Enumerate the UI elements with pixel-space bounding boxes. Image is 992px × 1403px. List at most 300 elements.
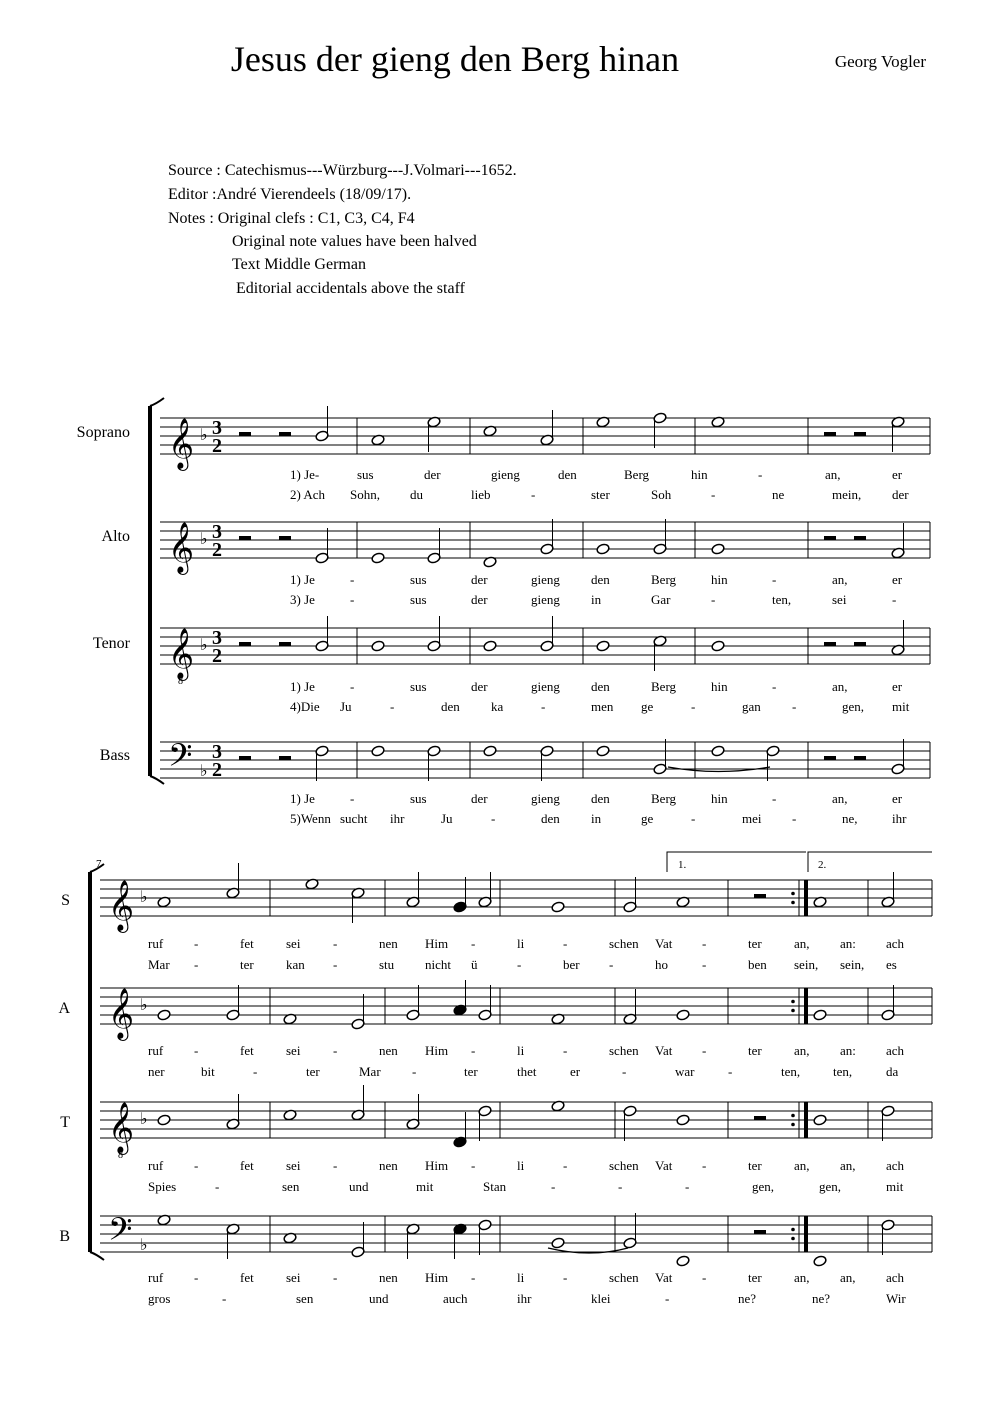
lyric-verse-a-syllable: an: [840, 936, 856, 951]
lyric-verse-b-syllable: - [517, 957, 522, 972]
t-staff-repeat-dot [791, 1114, 795, 1118]
note-head [891, 763, 905, 775]
lyric-verse-a-syllable: li [517, 936, 525, 951]
composer: Georg Vogler [834, 52, 926, 71]
lyric-verse-a-syllable: - [563, 1043, 568, 1058]
volta-1-bracket [667, 852, 806, 872]
note-head [453, 901, 467, 913]
half-rest [279, 536, 291, 540]
note-head [551, 1237, 565, 1249]
note-head [371, 640, 385, 652]
bass-clef-icon: 𝄢 [168, 737, 193, 781]
time-signature-digit: 2 [212, 435, 222, 457]
lyric-verse-a-syllable: an: [840, 1043, 856, 1058]
lyric-verse-b-syllable: und [369, 1291, 389, 1306]
lyric-verse-a-syllable: der [471, 572, 488, 587]
lyric-verse-a-syllable: - [702, 1270, 707, 1285]
note-head [540, 543, 554, 555]
note-head [315, 552, 329, 564]
lyric-verse-a-syllable: ruf [148, 936, 164, 951]
lyric-verse-a-syllable: den [591, 679, 610, 694]
note-head [157, 1009, 171, 1021]
lyric-verse-b-syllable: - [531, 487, 536, 502]
lyric-verse-a-syllable: den [591, 791, 610, 806]
treble-clef-icon: 𝄞 [168, 522, 195, 573]
lyric-verse-b-syllable: Soh [651, 487, 672, 502]
lyric-verse-b-syllable: der [471, 592, 488, 607]
time-signature-digit: 2 [212, 759, 222, 781]
octave-eight-mark: 8 [118, 1150, 123, 1161]
lyric-verse-a-syllable: an, [840, 1158, 856, 1173]
voice-label-a: A [58, 1000, 70, 1017]
lyric-verse-b-syllable: - [618, 1179, 623, 1194]
time-signature-digit: 2 [212, 539, 222, 561]
lyric-verse-b-syllable: du [410, 487, 423, 502]
lyric-verse-b-syllable: ne [772, 487, 785, 502]
page-title: Jesus der gieng den Berg hinan [230, 39, 680, 79]
treble-clef-icon: 𝄞 [168, 418, 195, 469]
lyric-verse-b-syllable: mein, [832, 487, 862, 502]
lyric-verse-a-syllable: - [563, 1158, 568, 1173]
flat-key-icon: ♭ [140, 1109, 148, 1128]
lyric-verse-a-syllable: der [471, 679, 488, 694]
note-head [881, 1105, 895, 1117]
note-head [226, 1009, 240, 1021]
lyric-verse-a-syllable: sus [410, 791, 427, 806]
lyric-verse-a-syllable: 1) Je- [290, 467, 320, 482]
half-rest [279, 642, 291, 646]
note-head [427, 640, 441, 652]
lyric-verse-a-syllable: schen [609, 936, 639, 951]
lyric-verse-a-syllable: 1) Je [290, 791, 315, 806]
lyric-verse-a-syllable: - [350, 572, 355, 587]
voice-label-t: T [60, 1114, 70, 1131]
lyric-verse-a-syllable: - [772, 679, 777, 694]
time-signature-digit: 3 [212, 521, 222, 543]
b-staff-repeat-dot [791, 1228, 795, 1232]
note-head [315, 430, 329, 442]
note-head [676, 1255, 690, 1267]
lyric-verse-b-syllable: gros [148, 1291, 171, 1306]
lyric-verse-a-syllable: den [558, 467, 577, 482]
lyric-verse-b-syllable: ka [491, 699, 504, 714]
bracket-hook [150, 776, 164, 784]
voice-label-alto: Alto [101, 528, 130, 545]
lyric-verse-b-syllable: - [792, 811, 797, 826]
note-head [881, 1009, 895, 1021]
lyric-verse-a-syllable: er [892, 791, 903, 806]
lyric-verse-b-syllable: - [551, 1179, 556, 1194]
half-rest [239, 756, 251, 760]
lyric-verse-b-syllable: - [491, 811, 496, 826]
lyric-verse-a-syllable: ter [748, 1043, 762, 1058]
lyric-verse-b-syllable: in [591, 811, 602, 826]
lyric-verse-a-syllable: sei [286, 1158, 301, 1173]
time-signature-digit: 3 [212, 741, 222, 763]
lyric-verse-b-syllable: sucht [340, 811, 368, 826]
lyric-verse-b-syllable: sen [296, 1291, 314, 1306]
lyric-verse-a-syllable: - [702, 936, 707, 951]
lyric-verse-a-syllable: - [563, 1270, 568, 1285]
lyric-verse-b-syllable: Gar [651, 592, 671, 607]
lyric-verse-a-syllable: sus [357, 467, 374, 482]
notes-line: Notes : Original clefs : C1, C3, C4, F4 [168, 210, 415, 227]
time-signature-digit: 2 [212, 645, 222, 667]
lyric-verse-a-syllable: - [471, 1158, 476, 1173]
lyric-verse-a-syllable: ruf [148, 1270, 164, 1285]
lyric-verse-a-syllable: - [350, 679, 355, 694]
lyric-verse-a-syllable: sei [286, 1270, 301, 1285]
lyric-verse-a-syllable: sei [286, 936, 301, 951]
lyric-verse-b-syllable: ge [641, 699, 654, 714]
lyric-verse-b-syllable: - [412, 1064, 417, 1079]
note-values-line: Original note values have been halved [232, 233, 477, 250]
note-head [623, 1237, 637, 1249]
half-rest [854, 642, 866, 646]
note-head [623, 901, 637, 913]
lyric-verse-a-syllable: an, [794, 936, 810, 951]
bass-clef-icon: 𝄢 [108, 1211, 133, 1255]
lyric-verse-b-syllable: sen [282, 1179, 300, 1194]
a-staff-repeat-dot [791, 1000, 795, 1004]
lyric-verse-a-syllable: an, [825, 467, 841, 482]
treble-clef-icon: 𝄞 [168, 628, 195, 679]
lyric-verse-b-syllable: gen, [819, 1179, 842, 1194]
note-head [711, 543, 725, 555]
lyric-verse-b-syllable: der [892, 487, 909, 502]
lyric-verse-a-syllable: gieng [531, 572, 560, 587]
lyric-verse-a-syllable: an, [794, 1158, 810, 1173]
half-rest [824, 756, 836, 760]
lyric-verse-b-syllable: sei [832, 592, 847, 607]
t-staff-repeat-dot [791, 1123, 795, 1127]
lyric-verse-b-syllable: nicht [425, 957, 451, 972]
lyric-verse-b-syllable: ne, [842, 811, 858, 826]
lyric-verse-b-syllable: Mar [148, 957, 170, 972]
lyric-verse-a-syllable: sus [410, 679, 427, 694]
note-head [596, 640, 610, 652]
lyric-verse-b-syllable: ihr [892, 811, 907, 826]
s-staff-repeat-dot [791, 892, 795, 896]
measure-number: 7 [96, 858, 102, 870]
lyric-verse-b-syllable: - [350, 592, 355, 607]
lyric-verse-b-syllable: den [441, 699, 460, 714]
lyric-verse-a-syllable: gieng [491, 467, 520, 482]
half-rest [279, 756, 291, 760]
note-head [813, 1114, 827, 1126]
lyric-verse-a-syllable: ter [748, 936, 762, 951]
lyric-verse-a-syllable: er [892, 572, 903, 587]
lyric-verse-b-syllable: ten, [772, 592, 792, 607]
lyric-verse-a-syllable: ach [886, 936, 905, 951]
note-head [371, 552, 385, 564]
half-rest [754, 1116, 766, 1120]
lyric-verse-a-syllable: Vat [655, 936, 673, 951]
lyric-verse-a-syllable: nen [379, 1270, 398, 1285]
note-head [351, 1246, 365, 1258]
lyric-verse-a-syllable: schen [609, 1158, 639, 1173]
lyric-verse-b-syllable: er [570, 1064, 581, 1079]
lyric-verse-b-syllable: Mar [359, 1064, 381, 1079]
note-head [711, 640, 725, 652]
lyric-verse-b-syllable: - [685, 1179, 690, 1194]
lyric-verse-a-syllable: an, [832, 791, 848, 806]
lyric-verse-a-syllable: ach [886, 1270, 905, 1285]
lyric-verse-b-syllable: den [541, 811, 560, 826]
octave-eight-mark: 8 [178, 676, 183, 687]
lyric-verse-a-syllable: ter [748, 1158, 762, 1173]
treble-clef-icon: 𝄞 [108, 988, 135, 1039]
lyric-verse-a-syllable: der [424, 467, 441, 482]
lyric-verse-a-syllable: Berg [651, 679, 677, 694]
lyric-verse-a-syllable: nen [379, 1158, 398, 1173]
note-head [676, 1009, 690, 1021]
lyric-verse-b-syllable: ü [471, 957, 478, 972]
lyric-verse-b-syllable: Sohn, [350, 487, 380, 502]
note-head [315, 640, 329, 652]
note-head [596, 745, 610, 757]
lyric-verse-a-syllable: ruf [148, 1043, 164, 1058]
treble-clef-icon: 𝄞 [108, 880, 135, 931]
half-rest [854, 756, 866, 760]
flat-key-icon: ♭ [140, 1235, 148, 1254]
half-rest [754, 894, 766, 898]
lyric-verse-b-syllable: lieb [471, 487, 491, 502]
volta-2-bracket [808, 852, 932, 872]
note-head [766, 745, 780, 757]
treble-clef-icon: 𝄞 [108, 1102, 135, 1153]
lyric-verse-a-syllable: er [892, 679, 903, 694]
lyric-verse-b-syllable: - [253, 1064, 258, 1079]
lyric-verse-b-syllable: - [541, 699, 546, 714]
lyric-verse-b-syllable: ter [240, 957, 254, 972]
lyric-verse-a-syllable: der [471, 791, 488, 806]
a-staff-repeat-dot [791, 1009, 795, 1013]
text-language-line: Text Middle German [232, 256, 366, 273]
lyric-verse-a-syllable: Him [425, 1043, 449, 1058]
lyric-verse-a-syllable: sei [286, 1043, 301, 1058]
lyric-verse-b-syllable: Ju [340, 699, 352, 714]
lyric-verse-a-syllable: hin [711, 572, 728, 587]
lyric-verse-b-syllable: und [349, 1179, 369, 1194]
lyric-verse-b-syllable: sein, [840, 957, 865, 972]
lyric-verse-a-syllable: Him [425, 936, 449, 951]
note-head [551, 901, 565, 913]
lyric-verse-a-syllable: 1) Je [290, 679, 315, 694]
lyric-verse-b-syllable: Wir [886, 1291, 906, 1306]
volta-2-label: 2. [818, 859, 827, 871]
lyric-verse-a-syllable: ter [748, 1270, 762, 1285]
lyric-verse-a-syllable: - [194, 1043, 199, 1058]
lyric-verse-b-syllable: 2) Ach [290, 487, 326, 502]
lyric-verse-a-syllable: - [333, 1270, 338, 1285]
lyric-verse-a-syllable: Vat [655, 1158, 673, 1173]
lyric-verse-a-syllable: li [517, 1270, 525, 1285]
lyric-verse-b-syllable: 4)Die [290, 699, 320, 714]
lyric-verse-a-syllable: Berg [624, 467, 650, 482]
lyric-verse-a-syllable: - [194, 936, 199, 951]
lyric-verse-a-syllable: hin [711, 679, 728, 694]
lyric-verse-b-syllable: men [591, 699, 614, 714]
lyric-verse-b-syllable: - [222, 1291, 227, 1306]
lyric-verse-b-syllable: - [702, 957, 707, 972]
lyric-verse-b-syllable: ster [591, 487, 610, 502]
lyric-verse-b-syllable: - [390, 699, 395, 714]
lyric-verse-b-syllable: mit [886, 1179, 904, 1194]
flat-key-icon: ♭ [200, 529, 208, 548]
note-head [676, 1114, 690, 1126]
flat-key-icon: ♭ [200, 761, 208, 780]
lyric-verse-a-syllable: ruf [148, 1158, 164, 1173]
voice-label-b: B [59, 1228, 70, 1245]
lyric-verse-a-syllable: hin [691, 467, 708, 482]
lyric-verse-b-syllable: mei [742, 811, 762, 826]
lyric-verse-a-syllable: - [194, 1270, 199, 1285]
note-head [371, 745, 385, 757]
lyric-verse-b-syllable: - [711, 487, 716, 502]
bracket-hook [150, 398, 164, 406]
lyric-verse-b-syllable: ihr [390, 811, 405, 826]
lyric-verse-b-syllable: gen, [842, 699, 865, 714]
half-rest [239, 432, 251, 436]
note-head [653, 763, 667, 775]
lyric-verse-a-syllable: - [471, 936, 476, 951]
half-rest [824, 536, 836, 540]
lyric-verse-b-syllable: 5)Wenn [290, 811, 331, 826]
lyric-verse-b-syllable: - [691, 811, 696, 826]
lyric-verse-a-syllable: nen [379, 936, 398, 951]
lyric-verse-b-syllable: gen, [752, 1179, 775, 1194]
lyric-verse-a-syllable: Him [425, 1270, 449, 1285]
lyric-verse-b-syllable: gan [742, 699, 761, 714]
note-head [653, 543, 667, 555]
lyric-verse-b-syllable: 3) Je [290, 592, 315, 607]
note-head [483, 745, 497, 757]
lyric-verse-b-syllable: - [728, 1064, 733, 1079]
lyric-verse-b-syllable: - [609, 957, 614, 972]
source-line: Source : Catechismus---Würzburg---J.Volmari---1652. [168, 162, 517, 179]
lyric-verse-b-syllable: - [892, 592, 897, 607]
lyric-verse-a-syllable: an, [832, 572, 848, 587]
note-head [540, 640, 554, 652]
lyric-verse-a-syllable: - [471, 1043, 476, 1058]
lyric-verse-b-syllable: - [711, 592, 716, 607]
lyric-verse-b-syllable: gieng [531, 592, 560, 607]
lyric-verse-a-syllable: fet [240, 1158, 254, 1173]
lyric-verse-a-syllable: sus [410, 572, 427, 587]
lyric-verse-a-syllable: - [350, 791, 355, 806]
note-head [427, 745, 441, 757]
lyric-verse-b-syllable: - [622, 1064, 627, 1079]
note-head [653, 412, 667, 424]
lyric-verse-a-syllable: schen [609, 1043, 639, 1058]
lyric-verse-b-syllable: ihr [517, 1291, 532, 1306]
lyric-verse-b-syllable: ter [464, 1064, 478, 1079]
lyric-verse-b-syllable: ten, [833, 1064, 853, 1079]
lyric-verse-a-syllable: ach [886, 1043, 905, 1058]
lyric-verse-a-syllable: fet [240, 1270, 254, 1285]
half-rest [239, 642, 251, 646]
volta-1-label: 1. [678, 859, 687, 871]
lyric-verse-a-syllable: - [758, 467, 763, 482]
lyric-verse-a-syllable: - [772, 572, 777, 587]
half-rest [754, 1230, 766, 1234]
lyric-verse-b-syllable: - [194, 957, 199, 972]
half-rest [824, 432, 836, 436]
lyric-verse-b-syllable: sus [410, 592, 427, 607]
lyric-verse-b-syllable: ne? [738, 1291, 757, 1306]
lyric-verse-b-syllable: ber [563, 957, 580, 972]
lyric-verse-a-syllable: an, [840, 1270, 856, 1285]
lyric-verse-a-syllable: li [517, 1158, 525, 1173]
half-rest [854, 432, 866, 436]
lyric-verse-b-syllable: thet [517, 1064, 537, 1079]
lyric-verse-b-syllable: - [333, 957, 338, 972]
lyric-verse-a-syllable: Vat [655, 1043, 673, 1058]
lyric-verse-a-syllable: nen [379, 1043, 398, 1058]
lyric-verse-a-syllable: li [517, 1043, 525, 1058]
lyric-verse-b-syllable: auch [443, 1291, 468, 1306]
lyric-verse-b-syllable: ge [641, 811, 654, 826]
lyric-verse-b-syllable: mit [892, 699, 910, 714]
lyric-verse-a-syllable: an, [794, 1043, 810, 1058]
lyric-verse-a-syllable: fet [240, 1043, 254, 1058]
note-head [478, 1219, 492, 1231]
lyric-verse-b-syllable: ho [655, 957, 668, 972]
note-head [540, 745, 554, 757]
lyric-verse-a-syllable: fet [240, 936, 254, 951]
note-head [157, 1114, 171, 1126]
note-head [881, 1219, 895, 1231]
lyric-verse-a-syllable: gieng [531, 791, 560, 806]
editorial-accidentals-line: Editorial accidentals above the staff [236, 280, 465, 297]
lyric-verse-a-syllable: schen [609, 1270, 639, 1285]
lyric-verse-a-syllable: den [591, 572, 610, 587]
note-head [813, 1009, 827, 1021]
lyric-verse-a-syllable: - [333, 1158, 338, 1173]
lyric-verse-b-syllable: ne? [812, 1291, 831, 1306]
note-head [478, 1105, 492, 1117]
lyric-verse-a-syllable: - [333, 936, 338, 951]
lyric-verse-b-syllable: in [591, 592, 602, 607]
lyric-verse-a-syllable: - [702, 1043, 707, 1058]
lyric-verse-a-syllable: Him [425, 1158, 449, 1173]
lyric-verse-b-syllable: bit [201, 1064, 215, 1079]
half-rest [824, 642, 836, 646]
note-head [478, 1009, 492, 1021]
lyric-verse-a-syllable: - [563, 936, 568, 951]
lyric-verse-a-syllable: - [772, 791, 777, 806]
lyric-verse-b-syllable: Ju [441, 811, 453, 826]
s-staff-repeat-dot [791, 901, 795, 905]
lyric-verse-b-syllable: - [665, 1291, 670, 1306]
note-head [596, 543, 610, 555]
time-signature-digit: 3 [212, 627, 222, 649]
lyric-verse-b-syllable: klei [591, 1291, 611, 1306]
lyric-verse-a-syllable: gieng [531, 679, 560, 694]
lyric-verse-a-syllable: er [892, 467, 903, 482]
bracket-hook [90, 864, 104, 872]
lyric-verse-b-syllable: ner [148, 1064, 165, 1079]
note-head [623, 1105, 637, 1117]
lyric-verse-b-syllable: ter [306, 1064, 320, 1079]
note-head [711, 745, 725, 757]
lyric-verse-b-syllable: ben [748, 957, 767, 972]
lyric-verse-b-syllable: da [886, 1064, 899, 1079]
lyric-verse-a-syllable: ach [886, 1158, 905, 1173]
lyric-verse-b-syllable: - [792, 699, 797, 714]
lyric-verse-b-syllable: Spies [148, 1179, 177, 1194]
